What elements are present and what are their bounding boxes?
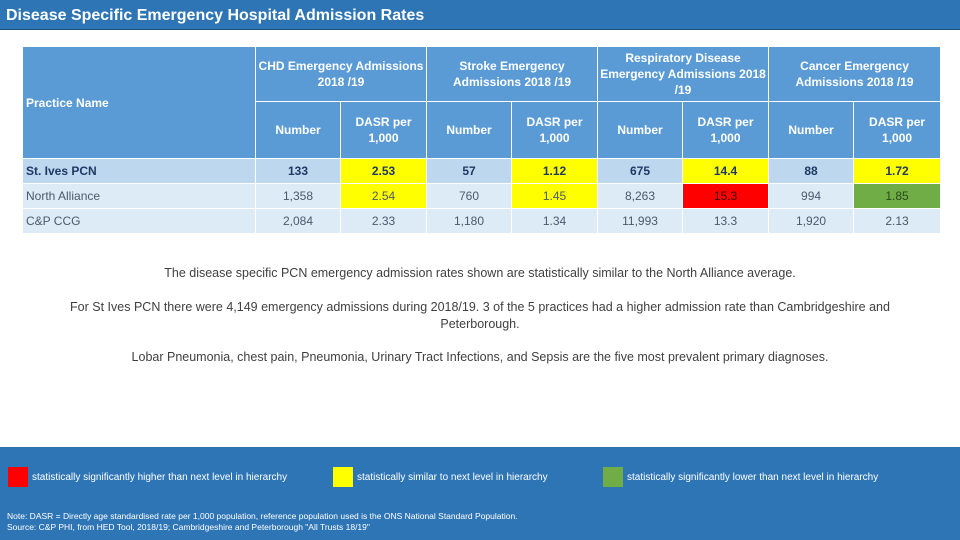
subheader-number: Number	[256, 102, 341, 159]
table-cell: 1.85	[854, 184, 941, 209]
table-cell: 2.13	[854, 209, 941, 234]
legend-item-red	[8, 467, 287, 487]
table-cell: 15.3	[683, 184, 769, 209]
table-cell: 2,084	[256, 209, 341, 234]
table-row	[23, 159, 941, 184]
table-cell: 760	[427, 184, 512, 209]
subheader-dasr: DASR per 1,000	[854, 102, 941, 159]
table-cell: 1.34	[512, 209, 598, 234]
table-cell: 2.33	[341, 209, 427, 234]
page-title: Disease Specific Emergency Hospital Admission Rates	[0, 0, 960, 30]
legend-swatch-yellow	[333, 467, 353, 487]
table-cell: 2.53	[341, 159, 427, 184]
table-cell: 675	[598, 159, 683, 184]
practice-name-cell: North Alliance	[23, 184, 256, 209]
subheader-number: Number	[769, 102, 854, 159]
summary-paragraph: The disease specific PCN emergency admission rates shown are statistically similar to the North Alliance average.	[164, 266, 796, 280]
subheader-dasr: DASR per 1,000	[341, 102, 427, 159]
table-cell: 1.45	[512, 184, 598, 209]
group-header-respiratory: Respiratory Disease Emergency Admissions 2018 /19	[598, 47, 769, 102]
legend-item-green	[603, 467, 878, 487]
table-cell: 1.72	[854, 159, 941, 184]
subheader-number: Number	[598, 102, 683, 159]
table-cell: 133	[256, 159, 341, 184]
group-header-chd: CHD Emergency Admissions 2018 /19	[256, 47, 427, 102]
subheader-dasr: DASR per 1,000	[512, 102, 598, 159]
table-cell: 13.3	[683, 209, 769, 234]
practice-name-cell: St. Ives PCN	[23, 159, 256, 184]
legend-swatch-red	[8, 467, 28, 487]
admission-rates-table	[22, 46, 941, 234]
group-header-stroke: Stroke Emergency Admissions 2018 /19	[427, 47, 598, 102]
legend-label-green: statistically significantly lower than next level in hierarchy	[627, 471, 879, 483]
legend-swatch-green	[603, 467, 623, 487]
note-line: Note: DASR = Directly age standardised rate per 1,000 population, reference population used is the ONS National Standard Population.	[7, 511, 518, 521]
table-cell: 14.4	[683, 159, 769, 184]
table-cell: 1.12	[512, 159, 598, 184]
source-line: Source: C&P PHI, from HED Tool, 2018/19; Cambridgeshire and Peterborough "All Trusts 18/19"	[7, 522, 370, 532]
admissions-paragraph: For St Ives PCN there were 4,149 emergency admissions during 2018/19. 3 of the 5 practices had a higher admission rate than Cambridgeshire and Peterborough.	[70, 300, 890, 331]
legend-item-yellow	[333, 467, 548, 487]
legend-label-red: statistically significantly higher than next level in hierarchy	[32, 471, 288, 483]
table-cell: 11,993	[598, 209, 683, 234]
subheader-number: Number	[427, 102, 512, 159]
table-cell: 57	[427, 159, 512, 184]
table-row	[23, 209, 941, 234]
table-cell: 1,358	[256, 184, 341, 209]
footer-panel	[0, 447, 960, 540]
table-cell: 1,180	[427, 209, 512, 234]
practice-name-cell: C&P CCG	[23, 209, 256, 234]
diagnoses-paragraph: Lobar Pneumonia, chest pain, Pneumonia, Urinary Tract Infections, and Sepsis are the five most prevalent primary diagnoses.	[131, 350, 829, 364]
table-cell: 2.54	[341, 184, 427, 209]
source-note	[7, 511, 518, 533]
subheader-dasr: DASR per 1,000	[683, 102, 769, 159]
table-cell: 88	[769, 159, 854, 184]
table-cell: 1,920	[769, 209, 854, 234]
group-header-cancer: Cancer Emergency Admissions 2018 /19	[769, 47, 941, 102]
practice-name-header: Practice Name	[23, 47, 256, 159]
table-row	[23, 184, 941, 209]
table-cell: 994	[769, 184, 854, 209]
table-cell: 8,263	[598, 184, 683, 209]
legend-label-yellow: statistically similar to next level in hierarchy	[357, 471, 548, 483]
